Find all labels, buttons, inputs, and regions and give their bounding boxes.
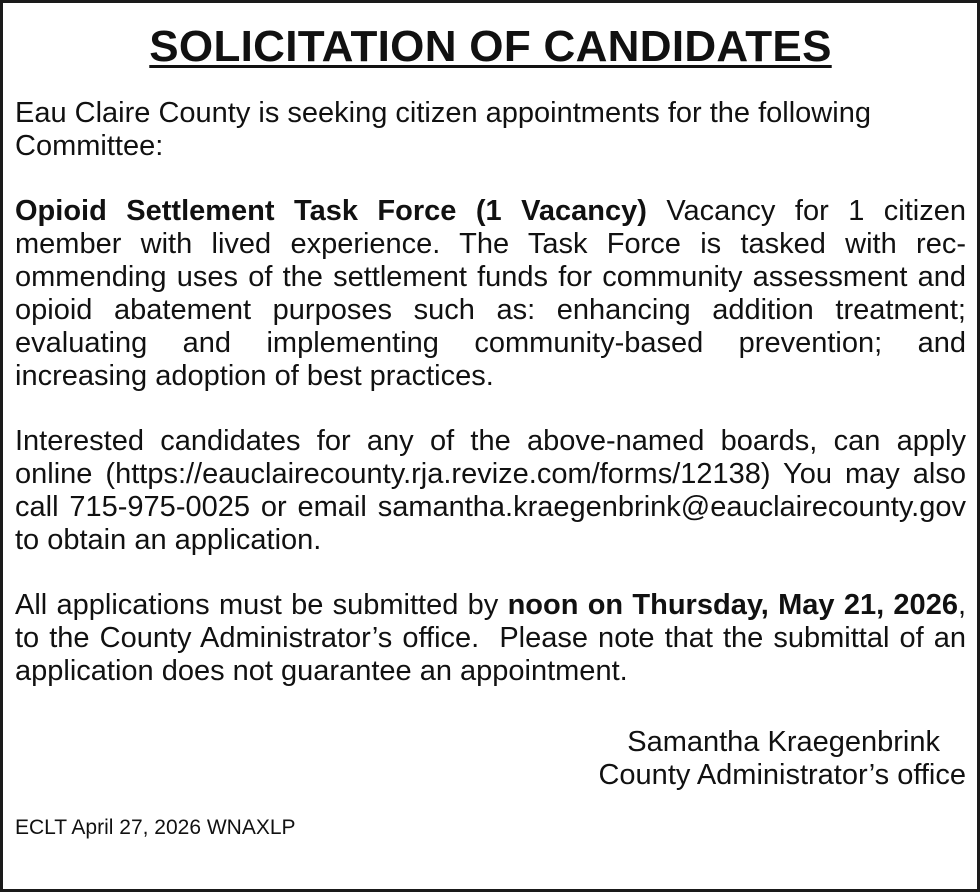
publication-footer: ECLT April 27, 2026 WNAXLP [15,816,296,840]
signature-office: County Administrator’s office [598,759,966,792]
signature-block [15,726,966,792]
application-paragraph: Interested candidates for any of the above-named boards, can apply online (https://eauclairecounty.rja.revize.com/forms/12138) You may also call 715-975-0025 or email samantha.kraegenbrink@eauclairecounty.gov to obtain an application. [15,425,966,557]
committee-paragraph [15,195,966,393]
deadline-paragraph [15,589,966,688]
deadline-prefix: All applications must be submitted by [15,589,508,622]
intro-paragraph: Eau Claire County is seeking citizen appointments for the following Committee: [15,97,871,163]
committee-name: Opioid Settlement Task Force (1 Vacancy) [15,195,647,228]
committee-description: Vacancy for 1 citizen member with lived experience. The Task Force is tasked with recommending uses of the settlement funds for community assessment and opioid abatement purposes such as: enhancing addition treatment; evaluating and implementing community-based prevention; and increasing adoption of best practices. [15,195,966,393]
deadline-date: noon on Thursday, May 21, 2026 [507,589,958,622]
signature-name: Samantha Kraegenbrink [627,726,940,759]
deadline-suffix: , to the County Administrator’s office. Please note that the submittal of an application does not guarantee an appointment. [15,589,967,688]
notice-title: SOLICITATION OF CANDIDATES [149,22,832,71]
